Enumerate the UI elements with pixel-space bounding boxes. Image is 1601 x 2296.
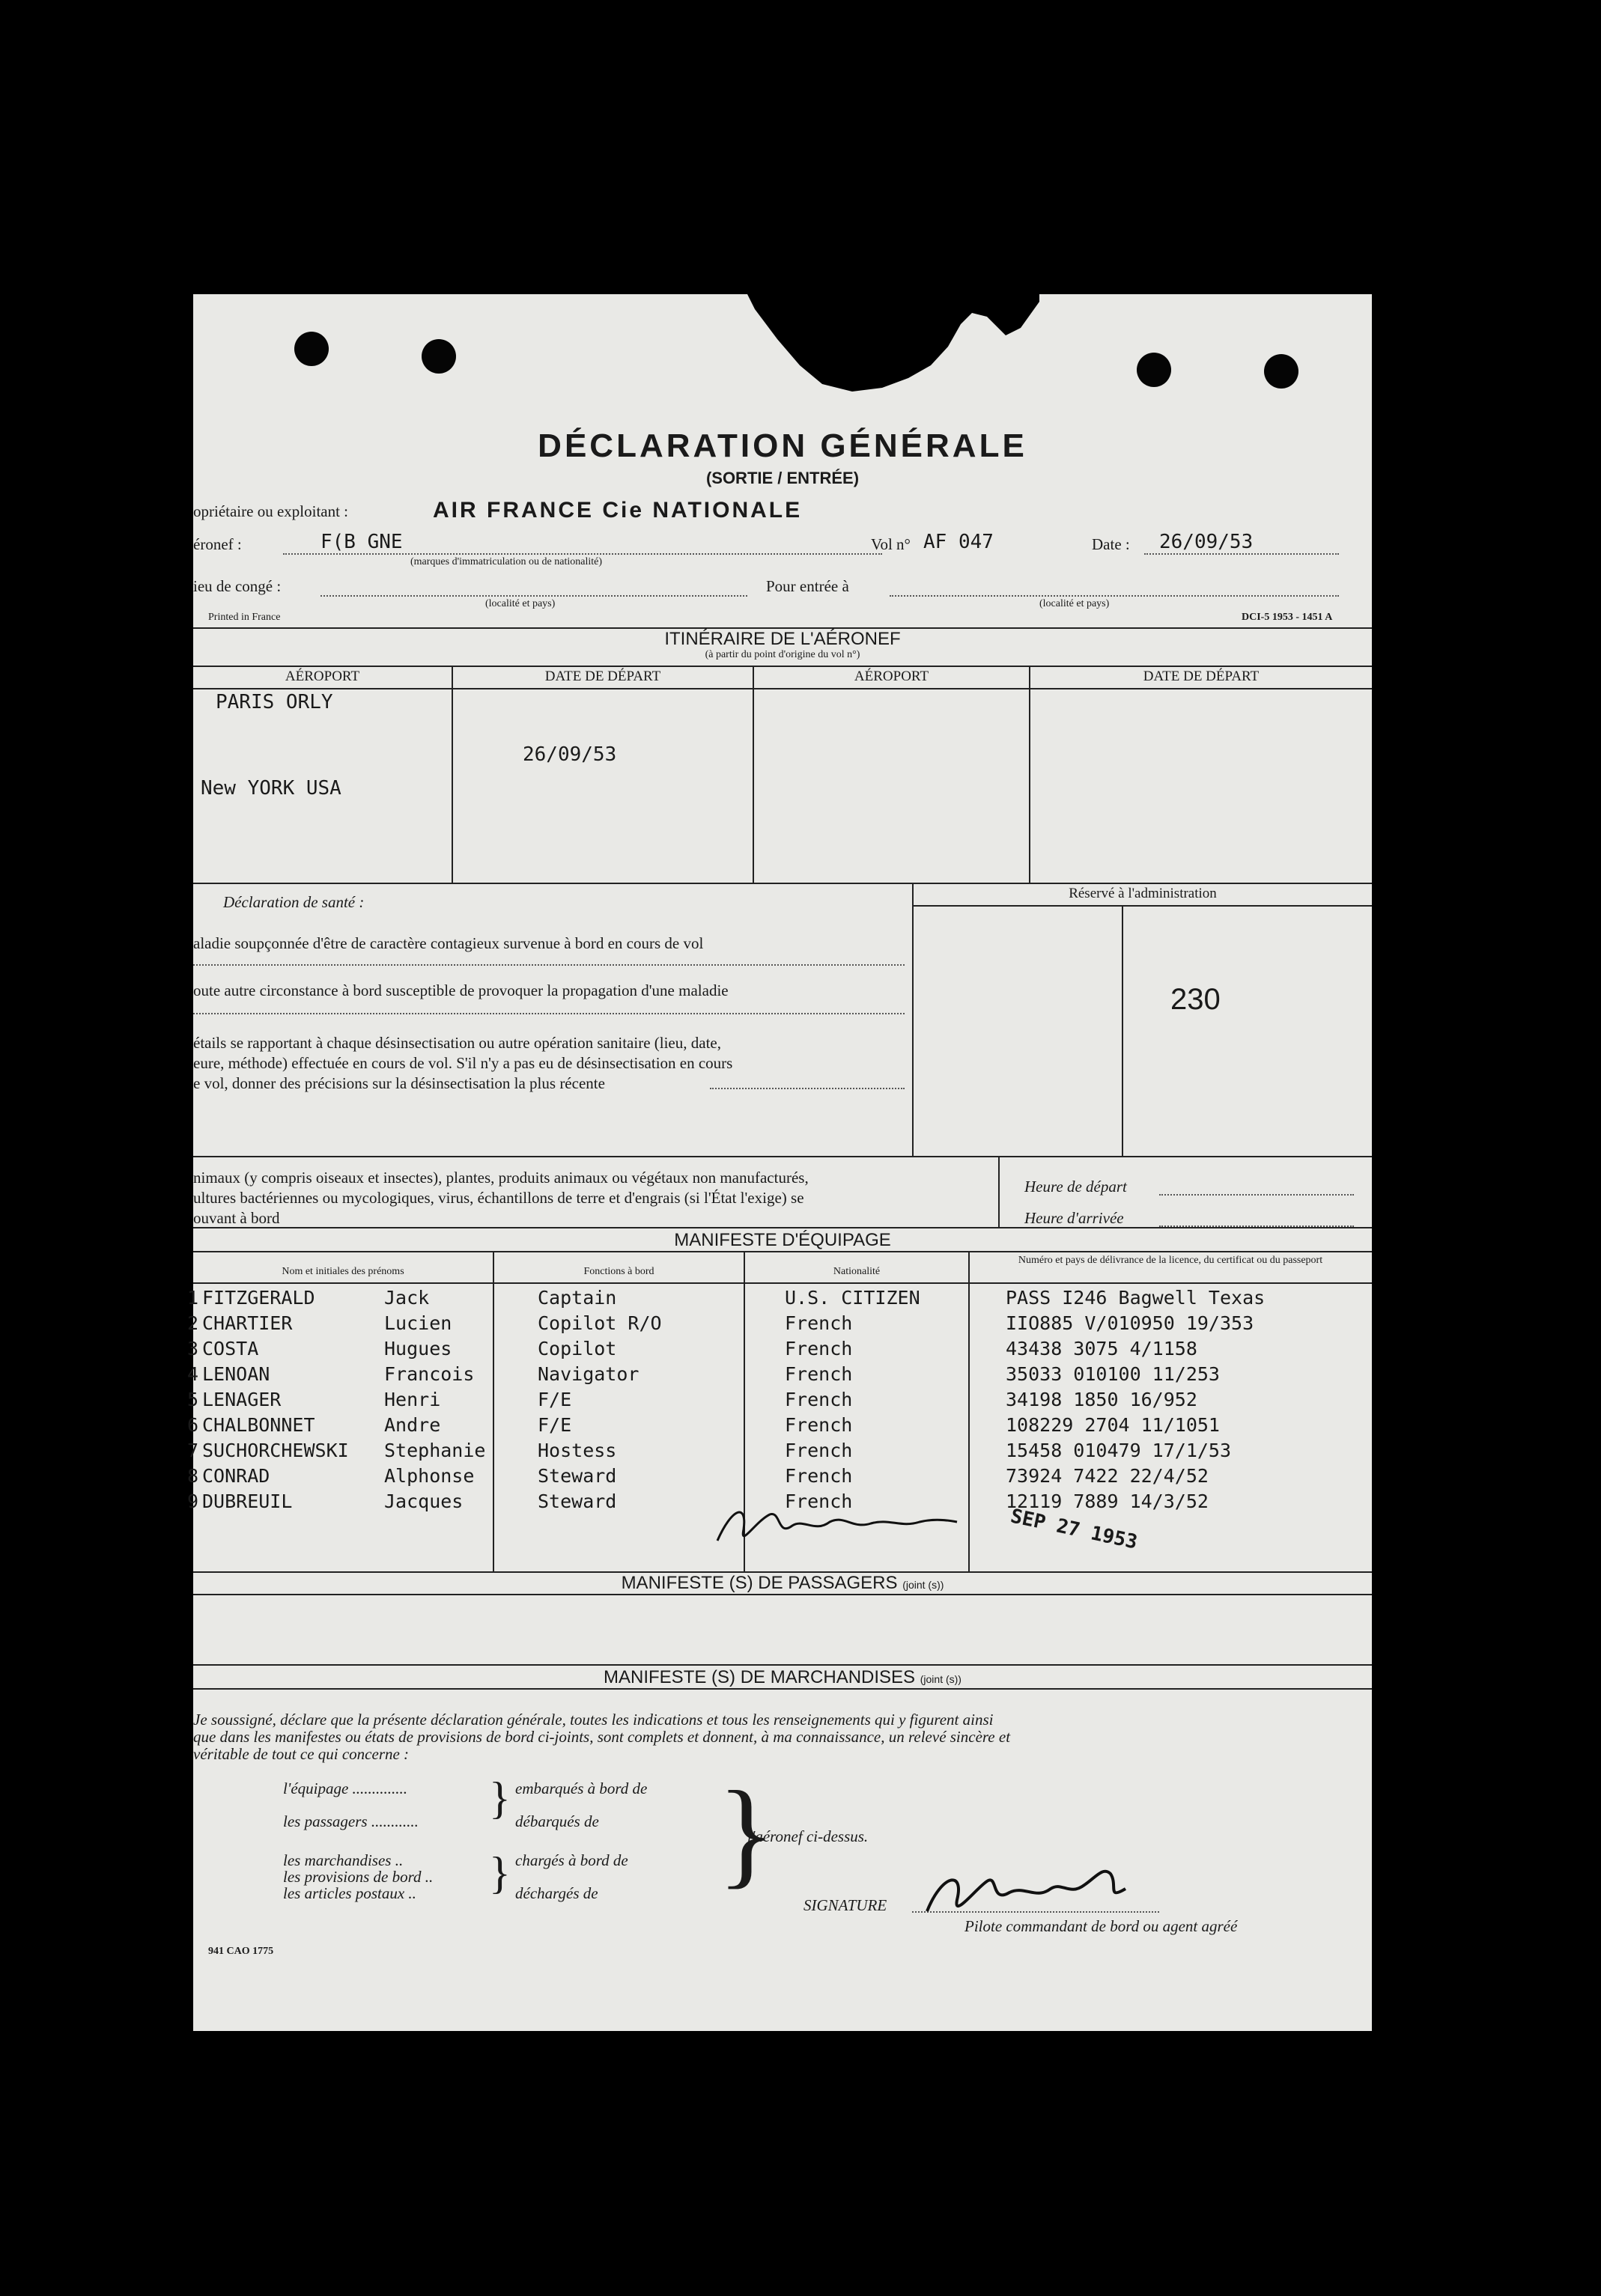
aircraft-caption: (marques d'immatriculation ou de nationalité) (410, 556, 602, 567)
cargo-title: MANIFESTE (S) DE MARCHANDISES (joint (s)) (604, 1667, 961, 1687)
declaration-loaded: chargés à bord de (515, 1851, 628, 1869)
signature-caption: Pilote commandant de bord ou agent agréé (964, 1917, 1238, 1935)
health-line-4: eure, méthode) effectuée en cours de vol. S'il n'y a pas eu de désinsectisation en cours (193, 1054, 733, 1072)
crew-row-nationality: French (785, 1465, 853, 1487)
declaration-goods: les marchandises .. (283, 1851, 404, 1869)
form-subtitle: (SORTIE / ENTRÉE) (705, 469, 860, 487)
declaration-line-2: que dans les manifestes ou états de provisions de bord ci-joints, sont complets et donnent, à ma connaissance, un relevé sincère et (193, 1728, 1011, 1746)
departure-caption: (localité et pays) (485, 598, 556, 609)
crew-row-surname: CONRAD (202, 1465, 270, 1487)
crew-row-nationality: French (785, 1440, 853, 1461)
crew-row-number: 9 (187, 1490, 199, 1512)
declaration-unloaded: déchargés de (515, 1884, 598, 1902)
crew-row-firstname: Lucien (384, 1312, 452, 1334)
flight-label: Vol n° (871, 535, 911, 553)
form-page: DÉCLARATION GÉNÉRALE (SORTIE / ENTRÉE) opriétaire ou exploitant : AIR FRANCE Cie NATIONALE éronef : F(B GNE (marques d'immatriculation ou de nationalité) Vol n° AF 047 Date : 26/09/53 ieu de congé : (localité et pays) Pour entrée à (localité et pays) Printed in France DCI-5 1953 - 1451 A ITINÉRAIRE DE L'AÉRONEF (à partir du point d'origine du vol n°) AÉROPORT DATE DE DÉPART AÉROPORT DATE DE DÉPART PARIS ORLY 26/09/53 New YORK USA Déclaration de santé : aladie soupçonnée d'être de caractère contagieux survenue à bord en cours de vol oute autre circonstance à bord susceptible de provoquer la propagation d'une maladie étails se rapportant à chaque désinsectisation ou autre opération sanitaire (lieu, date, eure, méthode) effectuée en cours de vol. S'il n'y a pas eu de désinsectisation en cours e vol, donner des précisions sur la désinsectisation la plus récente Réservé à l'administration 230 nimaux (y compris oiseaux et insectes), plantes, produits animaux ou végétaux non manufacturés, ultures bactériennes ou mycologiques, virus, échantillons de terre et d'engrais (si l'État l'exige) se ouvant à bord Heure de départ Heure d'arrivée MANIFESTE D'ÉQUIPAGE Nom et initiales des prénoms Fonctions à bord Nationalité Numéro et pays de délivrance de la licence, du certificat ou du passeport 1 FITZGERALD Jack Captain U.S. CITIZEN PASS I246 Bagwell Texas 2 CHARTIER Lucien Copilot R/O French IIO885 V/010950 19/353 3 COSTA Hugues Copilot French 43438 3075 4/1158 4 LENOAN Francois Navigator French 35033 010100 11/253 5 LENAGER Henri F/E French 34198 1850 16/952 6 CHALBONNET Andre F/E French 108229 2704 11/1051 7 SUCHORCHEWSKI Stephanie Hostess French 15458 010479 17/1/53 8 CONRAD Alphonse Steward French 73924 7422 22/4/52 9 DUBREUIL Jacques Steward French 12119 7889 14/3/52 SEP 27 1953 MANIFESTE (S) DE PASSAGERS (joint (s)) MANIFESTE (S) DE MARCHANDISES (joint (s)) Je soussigné, déclare que la présente déclaration générale, toutes les indications et tous les renseignements qui y figurent ainsi que dans les manifestes ou états de provisions de bord ci-joints, sont complets et donnent, à ma connaissance, un relevé sincère et véritable de tout ce qui concerne : l'équipage .............. les passagers ............ les marchandises .. les provisions de bord .. les articles postaux .. } } embarqués à bord de débarqués de chargés à bord de déchargés de } l'aéronef ci-dessus. SIGNATURE Pilote commandant de bord ou agent agréé 941 CAO 1775 (193, 294, 1372, 2031)
crew-row-firstname: Jacques (384, 1490, 464, 1512)
crew-row-firstname: Henri (384, 1389, 441, 1410)
crew-row-licence: 43438 3075 4/1158 (1006, 1338, 1197, 1359)
captain-signature (912, 1859, 1137, 1926)
punch-hole (1264, 354, 1298, 389)
health-line-1: aladie soupçonnée d'être de caractère contagieux survenue à bord en cours de vol (193, 934, 704, 952)
crew-row-surname: CHALBONNET (202, 1414, 315, 1436)
crew-row-nationality: French (785, 1389, 853, 1410)
crew-row-number: 5 (187, 1389, 199, 1410)
declaration-disembarked: débarqués de (515, 1812, 599, 1830)
crew-row-licence: 15458 010479 17/1/53 (1006, 1440, 1232, 1461)
crew-row-surname: FITZGERALD (202, 1287, 315, 1309)
itinerary-header-date-2: DATE DE DÉPART (1143, 669, 1260, 684)
crew-row-surname: CHARTIER (202, 1312, 293, 1334)
admin-number: 230 (1170, 983, 1221, 1016)
crew-row-number: 3 (187, 1338, 199, 1359)
crew-row-nationality: French (785, 1338, 853, 1359)
crew-row-licence: 108229 2704 11/1051 (1006, 1414, 1220, 1436)
crew-row-role: F/E (538, 1414, 572, 1436)
punch-hole (422, 339, 456, 374)
crew-row-nationality: U.S. CITIZEN (785, 1287, 920, 1309)
aircraft-label: éronef : (193, 535, 242, 553)
crew-title: MANIFESTE D'ÉQUIPAGE (674, 1230, 891, 1250)
owner-label: opriétaire ou exploitant : (193, 502, 349, 520)
itinerary-title: ITINÉRAIRE DE L'AÉRONEF (664, 629, 901, 649)
torn-edge (747, 294, 1039, 399)
itinerary-origin: PARIS ORLY (216, 691, 333, 713)
itinerary-header-airport-2: AÉROPORT (854, 669, 929, 684)
crew-row-nationality: French (785, 1363, 853, 1385)
animals-line-2: ultures bactériennes ou mycologiques, virus, échantillons de terre et d'engrais (si l'État l'exige) se (193, 1189, 804, 1207)
crew-row-number: 4 (187, 1363, 199, 1385)
aircraft-value: F(B GNE (320, 531, 403, 553)
crew-row-licence: IIO885 V/010950 19/353 (1006, 1312, 1254, 1334)
crew-row-firstname: Andre (384, 1414, 441, 1436)
crew-header-nationality: Nationalité (833, 1266, 881, 1277)
passengers-title: MANIFESTE (S) DE PASSAGERS (joint (s)) (621, 1573, 944, 1593)
declaration-provisions: les provisions de bord .. (283, 1868, 434, 1886)
crew-row-role: Navigator (538, 1363, 640, 1385)
crew-row-firstname: Hugues (384, 1338, 452, 1359)
printer-note: Printed in France (208, 612, 281, 623)
form-title: DÉCLARATION GÉNÉRALE (538, 427, 1027, 464)
crew-row-surname: DUBREUIL (202, 1490, 293, 1512)
health-line-2: oute autre circonstance à bord susceptible de provoquer la propagation d'une maladie (193, 981, 729, 999)
signature-label: SIGNATURE (803, 1896, 887, 1914)
itinerary-subtitle: (à partir du point d'origine du vol n°) (705, 649, 860, 660)
itinerary-origin-date: 26/09/53 (523, 743, 617, 766)
crew-row-number: 2 (187, 1312, 199, 1334)
itinerary-destination: New YORK USA (201, 777, 341, 800)
crew-row-role: Copilot R/O (538, 1312, 662, 1334)
crew-row-number: 7 (187, 1440, 199, 1461)
declaration-aircraft: l'aéronef ci-dessus. (747, 1827, 869, 1845)
crew-row-licence: 12119 7889 14/3/52 (1006, 1490, 1209, 1512)
crew-row-role: Hostess (538, 1440, 617, 1461)
admin-title: Réservé à l'administration (1069, 886, 1217, 901)
declaration-line-3: véritable de tout ce qui concerne : (193, 1745, 410, 1763)
crew-row-role: F/E (538, 1389, 572, 1410)
crew-row-firstname: Stephanie (384, 1440, 486, 1461)
crew-row-firstname: Jack (384, 1287, 430, 1309)
animals-line-3: ouvant à bord (193, 1209, 280, 1227)
itinerary-header-date: DATE DE DÉPART (544, 669, 661, 684)
crew-row-role: Steward (538, 1490, 617, 1512)
crew-row-role: Copilot (538, 1338, 617, 1359)
animals-line-1: nimaux (y compris oiseaux et insectes), plantes, produits animaux ou végétaux non manufacturés, (193, 1169, 809, 1187)
declaration-mail: les articles postaux .. (283, 1884, 416, 1902)
footer-code: 941 CAO 1775 (208, 1946, 274, 1957)
crew-row-surname: LENOAN (202, 1363, 270, 1385)
form-reference: DCI-5 1953 - 1451 A (1242, 612, 1333, 623)
arrival-time-label: Heure d'arrivée (1024, 1209, 1124, 1227)
crew-header-licence: Numéro et pays de délivrance de la licence, du certificat ou du passeport (1018, 1255, 1323, 1266)
declaration-line-1: Je soussigné, déclare que la présente déclaration générale, toutes les indications et tous les renseignements qui y figurent ainsi (193, 1711, 994, 1729)
health-line-5: e vol, donner des précisions sur la désinsectisation la plus récente (193, 1074, 605, 1092)
declaration-embarked: embarqués à bord de (515, 1779, 648, 1797)
crew-row-licence: 35033 010100 11/253 (1006, 1363, 1220, 1385)
crew-row-surname: LENAGER (202, 1389, 282, 1410)
declaration-passengers: les passagers ............ (283, 1812, 419, 1830)
owner-value: AIR FRANCE Cie NATIONALE (433, 498, 803, 523)
entry-caption: (localité et pays) (1039, 598, 1110, 609)
crew-header-role: Fonctions à bord (583, 1266, 654, 1277)
crew-row-licence: 34198 1850 16/952 (1006, 1389, 1197, 1410)
crew-row-surname: SUCHORCHEWSKI (202, 1440, 349, 1461)
received-stamp: SEP 27 1953 (1008, 1505, 1140, 1554)
health-line-3: étails se rapportant à chaque désinsectisation ou autre opération sanitaire (lieu, date, (193, 1034, 721, 1052)
date-label: Date : (1092, 535, 1130, 553)
crew-row-nationality: French (785, 1312, 853, 1334)
departure-time-label: Heure de départ (1024, 1178, 1127, 1196)
crew-signature (710, 1499, 964, 1552)
departure-label: ieu de congé : (193, 577, 282, 595)
flight-value: AF 047 (923, 531, 994, 553)
crew-row-role: Steward (538, 1465, 617, 1487)
crew-row-surname: COSTA (202, 1338, 259, 1359)
crew-row-firstname: Francois (384, 1363, 475, 1385)
crew-row-licence: 73924 7422 22/4/52 (1006, 1465, 1209, 1487)
crew-row-number: 6 (187, 1414, 199, 1436)
declaration-crew: l'équipage .............. (283, 1779, 408, 1797)
health-title: Déclaration de santé : (223, 893, 365, 911)
crew-row-role: Captain (538, 1287, 617, 1309)
punch-hole (1137, 353, 1171, 387)
crew-row-number: 8 (187, 1465, 199, 1487)
crew-row-number: 1 (187, 1287, 199, 1309)
crew-row-firstname: Alphonse (384, 1465, 475, 1487)
date-value: 26/09/53 (1159, 531, 1254, 553)
crew-row-nationality: French (785, 1414, 853, 1436)
crew-row-licence: PASS I246 Bagwell Texas (1006, 1287, 1266, 1309)
entry-label: Pour entrée à (766, 577, 849, 595)
crew-row-nationality: French (785, 1490, 853, 1512)
crew-header-name: Nom et initiales des prénoms (282, 1266, 404, 1277)
punch-hole (294, 332, 329, 366)
itinerary-header-airport: AÉROPORT (285, 669, 360, 684)
